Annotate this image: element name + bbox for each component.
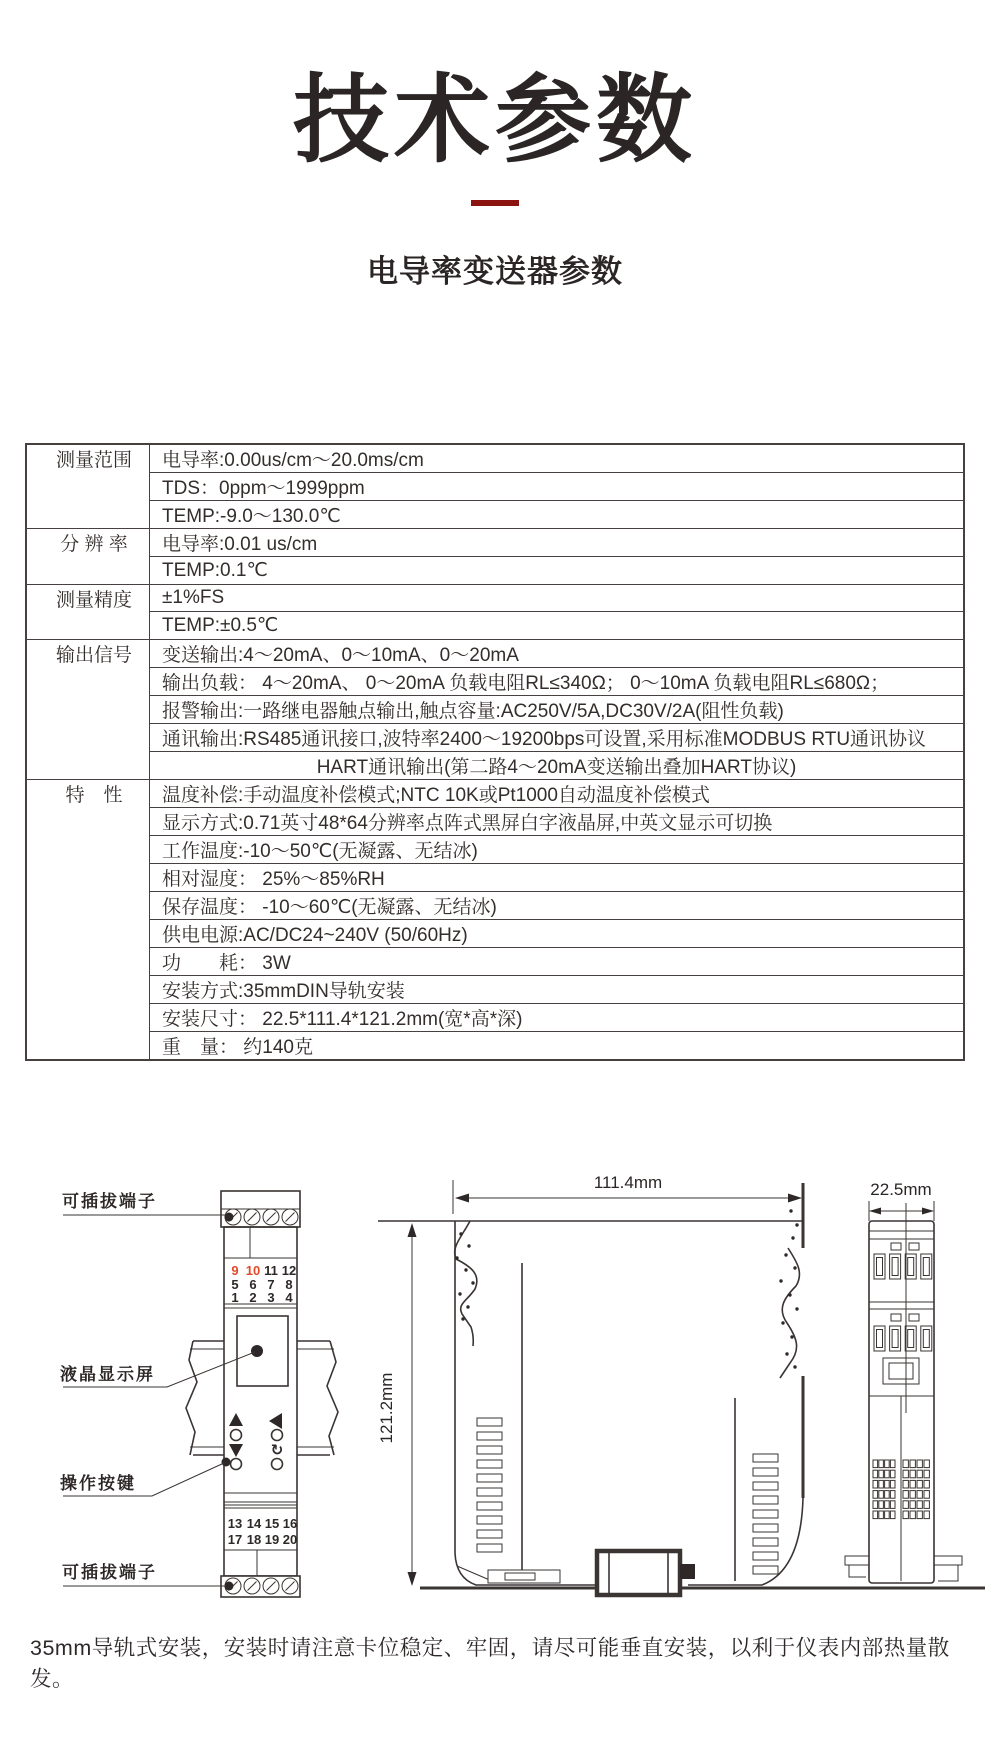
vent-slot — [477, 1544, 502, 1552]
spec-row — [26, 919, 964, 947]
spec-value: 安装尺寸： 22.5*111.4*121.2mm(宽*高*深) — [150, 1003, 965, 1031]
vent-cell — [879, 1501, 884, 1509]
spec-value: 供电电源:AC/DC24~240V (50/60Hz) — [150, 919, 965, 947]
vent-slot — [753, 1510, 778, 1518]
hatch-dot — [790, 1335, 793, 1338]
vent-cell — [873, 1470, 878, 1478]
spec-group-label: 测量范围 — [26, 444, 150, 529]
spec-value: 报警输出:一路继电器触点输出,触点容量:AC250V/5A,DC30V/2A(阻性负载) — [150, 695, 965, 723]
spec-value: 输出负载： 4～20mA、 0～20mA 负载电阻RL≤340Ω； 0～10mA 负载电阻RL≤680Ω； — [150, 667, 965, 695]
hatch-dot — [459, 1232, 462, 1235]
dimension-diagram — [0, 1098, 990, 1623]
side-vent-left — [477, 1418, 502, 1552]
spec-row — [26, 975, 964, 1003]
spec-row — [26, 779, 964, 807]
hatch-dot — [467, 1244, 470, 1247]
hatch-dot — [795, 1223, 798, 1226]
spec-row — [26, 529, 964, 557]
spec-value: 电导率:0.01 us/cm — [150, 529, 965, 557]
spec-value: 工作温度:-10～50℃(无凝露、无结冰) — [150, 835, 965, 863]
terminal-number: 9 — [231, 1263, 239, 1278]
vent-slot — [477, 1418, 502, 1426]
hatch-dot — [779, 1279, 782, 1282]
vent-cell — [885, 1470, 890, 1478]
vent-cell — [917, 1480, 922, 1488]
vent-cell — [885, 1511, 890, 1519]
vent-cell — [910, 1501, 915, 1509]
spec-row — [26, 947, 964, 975]
vent-slot — [477, 1516, 502, 1524]
front-view — [60, 1191, 338, 1597]
spec-value: HART通讯输出(第二路4～20mA变送输出叠加HART协议) — [150, 751, 965, 779]
rear-view — [845, 1180, 962, 1583]
terminal-number: 14 — [246, 1516, 262, 1531]
leader-bullet — [225, 1213, 234, 1222]
page-header — [0, 68, 990, 291]
hatch-dot — [458, 1292, 461, 1295]
vent-cell — [903, 1491, 908, 1499]
vent-cell — [924, 1501, 929, 1509]
rear-foot-right — [934, 1556, 962, 1581]
hatch-dot — [791, 1236, 794, 1239]
vent-cell — [873, 1491, 878, 1499]
spec-value: TEMP:±0.5℃ — [150, 612, 965, 640]
vent-cell — [917, 1470, 922, 1478]
spec-row — [26, 863, 964, 891]
vent-cell — [890, 1491, 895, 1499]
terminal-number: 20 — [282, 1532, 298, 1547]
leader-bullet — [251, 1345, 263, 1357]
up-arrow-icon[interactable] — [229, 1413, 243, 1426]
vent-cell — [879, 1460, 884, 1468]
vent-cell — [885, 1501, 890, 1509]
vent-cell — [879, 1470, 884, 1478]
spec-row — [26, 835, 964, 863]
terminal-number: 6 — [249, 1277, 257, 1292]
vent-cell — [890, 1470, 895, 1478]
label-buttons: 操作按键 — [60, 1474, 136, 1493]
terminal-number: 13 — [227, 1516, 243, 1531]
vent-cell — [879, 1480, 884, 1488]
spec-value: 安装方式:35mmDIN导轨安装 — [150, 975, 965, 1003]
label-terminal-bottom: 可插拔端子 — [62, 1563, 157, 1582]
vent-cell — [890, 1511, 895, 1519]
terminal-number: 12 — [281, 1263, 297, 1278]
vent-cell — [910, 1480, 915, 1488]
leader-bullet — [222, 1458, 231, 1467]
spec-row — [26, 584, 964, 612]
terminals-bottom-numbers — [228, 1516, 297, 1547]
page-title: 技术参数 — [293, 67, 697, 174]
hatch-dot — [461, 1317, 464, 1320]
terminal-number: 1 — [231, 1290, 239, 1305]
spec-row — [26, 501, 964, 529]
rear-vent-grid-right — [903, 1460, 929, 1519]
vent-cell — [885, 1480, 890, 1488]
vent-cell — [910, 1470, 915, 1478]
vent-cell — [917, 1511, 922, 1519]
hatch-dot — [466, 1305, 469, 1308]
spec-value: 重 量： 约140克 — [150, 1031, 965, 1060]
terminal-number: 18 — [246, 1532, 262, 1547]
vent-cell — [924, 1460, 929, 1468]
rear-screws-row1 — [874, 1254, 932, 1279]
terminal-number: 10 — [245, 1263, 261, 1278]
hatch-dot — [471, 1281, 474, 1284]
spec-value: 显示方式:0.71英寸48*64分辨率点阵式黑屏白字液晶屏,中英文显示可切换 — [150, 807, 965, 835]
spec-value: 相对湿度： 25%～85%RH — [150, 863, 965, 891]
spec-row — [26, 1031, 964, 1060]
rear-screws-row2 — [874, 1326, 932, 1351]
spec-value: 保存温度： -10～60℃(无凝露、无结冰) — [150, 891, 965, 919]
vent-cell — [890, 1501, 895, 1509]
vent-cell — [873, 1480, 878, 1488]
spec-row — [26, 1003, 964, 1031]
spec-row — [26, 639, 964, 667]
vent-cell — [917, 1491, 922, 1499]
vent-cell — [924, 1491, 929, 1499]
title-accent-dash — [471, 200, 519, 206]
vent-slot — [477, 1530, 502, 1538]
page-subtitle: 电导率变送器参数 — [367, 253, 623, 289]
vent-slot — [753, 1538, 778, 1546]
down-arrow-icon[interactable] — [229, 1444, 243, 1457]
vent-slot — [477, 1446, 502, 1454]
spec-row — [26, 667, 964, 695]
vent-cell — [910, 1491, 915, 1499]
hatch-dot — [464, 1268, 467, 1271]
vent-slot — [753, 1566, 778, 1574]
spec-value: 电导率:0.00us/cm～20.0ms/cm — [150, 444, 965, 473]
terminal-number: 5 — [231, 1277, 239, 1292]
spec-row — [26, 807, 964, 835]
hatch-dot — [789, 1209, 792, 1212]
install-note: 35mm导轨式安装，安装时请注意卡位稳定、牢固，请尽可能垂直安装，以利于仪表内部热量散发。 — [30, 1636, 950, 1691]
vent-slot — [477, 1460, 502, 1468]
hatch-dot — [795, 1307, 798, 1310]
operation-buttons[interactable] — [229, 1413, 283, 1470]
terminal-number: 19 — [264, 1532, 280, 1547]
vent-slot — [477, 1488, 502, 1496]
vent-cell — [924, 1480, 929, 1488]
up-button[interactable] — [231, 1430, 242, 1441]
terminal-number: 4 — [285, 1290, 293, 1305]
spec-row — [26, 891, 964, 919]
vent-cell — [885, 1491, 890, 1499]
vent-slot — [477, 1474, 502, 1482]
spec-row — [26, 751, 964, 779]
down-button[interactable] — [231, 1459, 242, 1470]
terminals-top-numbers — [231, 1263, 296, 1305]
terminal-number: 15 — [264, 1516, 280, 1531]
spec-group-label: 输出信号 — [26, 639, 150, 779]
vent-cell — [917, 1501, 922, 1509]
hatch-dot — [793, 1196, 796, 1199]
vent-slot — [753, 1524, 778, 1532]
spec-group-label: 分 辨 率 — [26, 529, 150, 585]
spec-table — [25, 443, 965, 1061]
spec-value: TEMP:0.1℃ — [150, 557, 965, 585]
vent-cell — [879, 1491, 884, 1499]
vent-cell — [917, 1460, 922, 1468]
hatch-dot — [455, 1256, 458, 1259]
spec-row — [26, 444, 964, 473]
spec-value: 温度补偿:手动温度补偿模式;NTC 10K或Pt1000自动温度补偿模式 — [150, 779, 965, 807]
vent-slot — [753, 1552, 778, 1560]
spec-value: 通讯输出:RS485通讯接口,波特率2400～19200bps可设置,采用标准MODBUS RTU通讯协议 — [150, 723, 965, 751]
terminal-number: 7 — [267, 1277, 275, 1292]
depth-dimension-label: 22.5mm — [870, 1180, 932, 1199]
label-lcd: 液晶显示屏 — [60, 1365, 155, 1384]
cycle-icon[interactable]: ↻ — [270, 1441, 284, 1459]
terminal-number: 2 — [249, 1290, 257, 1305]
vent-cell — [873, 1511, 878, 1519]
vent-cell — [903, 1511, 908, 1519]
width-dimension-label: 111.4mm — [593, 1173, 663, 1192]
vent-cell — [924, 1511, 929, 1519]
terminal-number: 3 — [267, 1290, 275, 1305]
vent-slot — [753, 1454, 778, 1462]
vent-cell — [873, 1460, 878, 1468]
terminal-number: 8 — [285, 1277, 293, 1292]
hatch-dot — [793, 1365, 796, 1368]
hatch-dot — [781, 1321, 784, 1324]
side-vent-right — [753, 1454, 778, 1574]
enter-button[interactable] — [272, 1459, 283, 1470]
spec-row — [26, 557, 964, 585]
spec-group-label: 测量精度 — [26, 584, 150, 639]
spec-row — [26, 473, 964, 501]
label-terminal-top: 可插拔端子 — [62, 1192, 157, 1211]
vent-cell — [903, 1480, 908, 1488]
hatch-dot — [784, 1253, 787, 1256]
vent-cell — [890, 1480, 895, 1488]
vent-cell — [910, 1460, 915, 1468]
terminal-number: 11 — [264, 1263, 278, 1278]
spec-value: 变送输出:4～20mA、0～10mA、0～20mA — [150, 639, 965, 667]
left-button[interactable] — [272, 1430, 283, 1441]
vent-cell — [885, 1460, 890, 1468]
vent-cell — [903, 1460, 908, 1468]
vent-slot — [753, 1482, 778, 1490]
terminal-number: 17 — [227, 1532, 243, 1547]
hatch-dot — [785, 1352, 788, 1355]
vent-cell — [890, 1460, 895, 1468]
spec-row — [26, 695, 964, 723]
spec-row — [26, 612, 964, 640]
left-arrow-icon[interactable] — [269, 1413, 282, 1429]
hatch-dot — [793, 1266, 796, 1269]
vent-slot — [753, 1468, 778, 1476]
spec-table-body — [26, 444, 964, 1060]
spec-value: TEMP:-9.0～130.0℃ — [150, 501, 965, 529]
spec-value: 功 耗： 3W — [150, 947, 965, 975]
vent-cell — [910, 1511, 915, 1519]
vent-slot — [477, 1432, 502, 1440]
terminal-number: 16 — [282, 1516, 298, 1531]
spec-value: ±1%FS — [150, 584, 965, 612]
din-clip-plate — [488, 1570, 560, 1583]
height-dimension-label: 121.2mm — [377, 1372, 396, 1444]
rear-latch — [883, 1358, 919, 1384]
vent-slot — [477, 1502, 502, 1510]
vent-cell — [879, 1511, 884, 1519]
spec-row — [26, 723, 964, 751]
spec-group-label: 特 性 — [26, 779, 150, 1060]
vent-cell — [873, 1501, 878, 1509]
vent-cell — [903, 1470, 908, 1478]
vent-cell — [903, 1501, 908, 1509]
rear-vent-grid-left — [873, 1460, 895, 1519]
vent-slot — [753, 1496, 778, 1504]
spec-value: TDS：0ppm～1999ppm — [150, 473, 965, 501]
hatch-dot — [788, 1293, 791, 1296]
rear-foot-left — [845, 1556, 869, 1577]
vent-cell — [924, 1470, 929, 1478]
diagram-canvas — [0, 1098, 990, 1623]
hatch-dots — [455, 1196, 798, 1368]
